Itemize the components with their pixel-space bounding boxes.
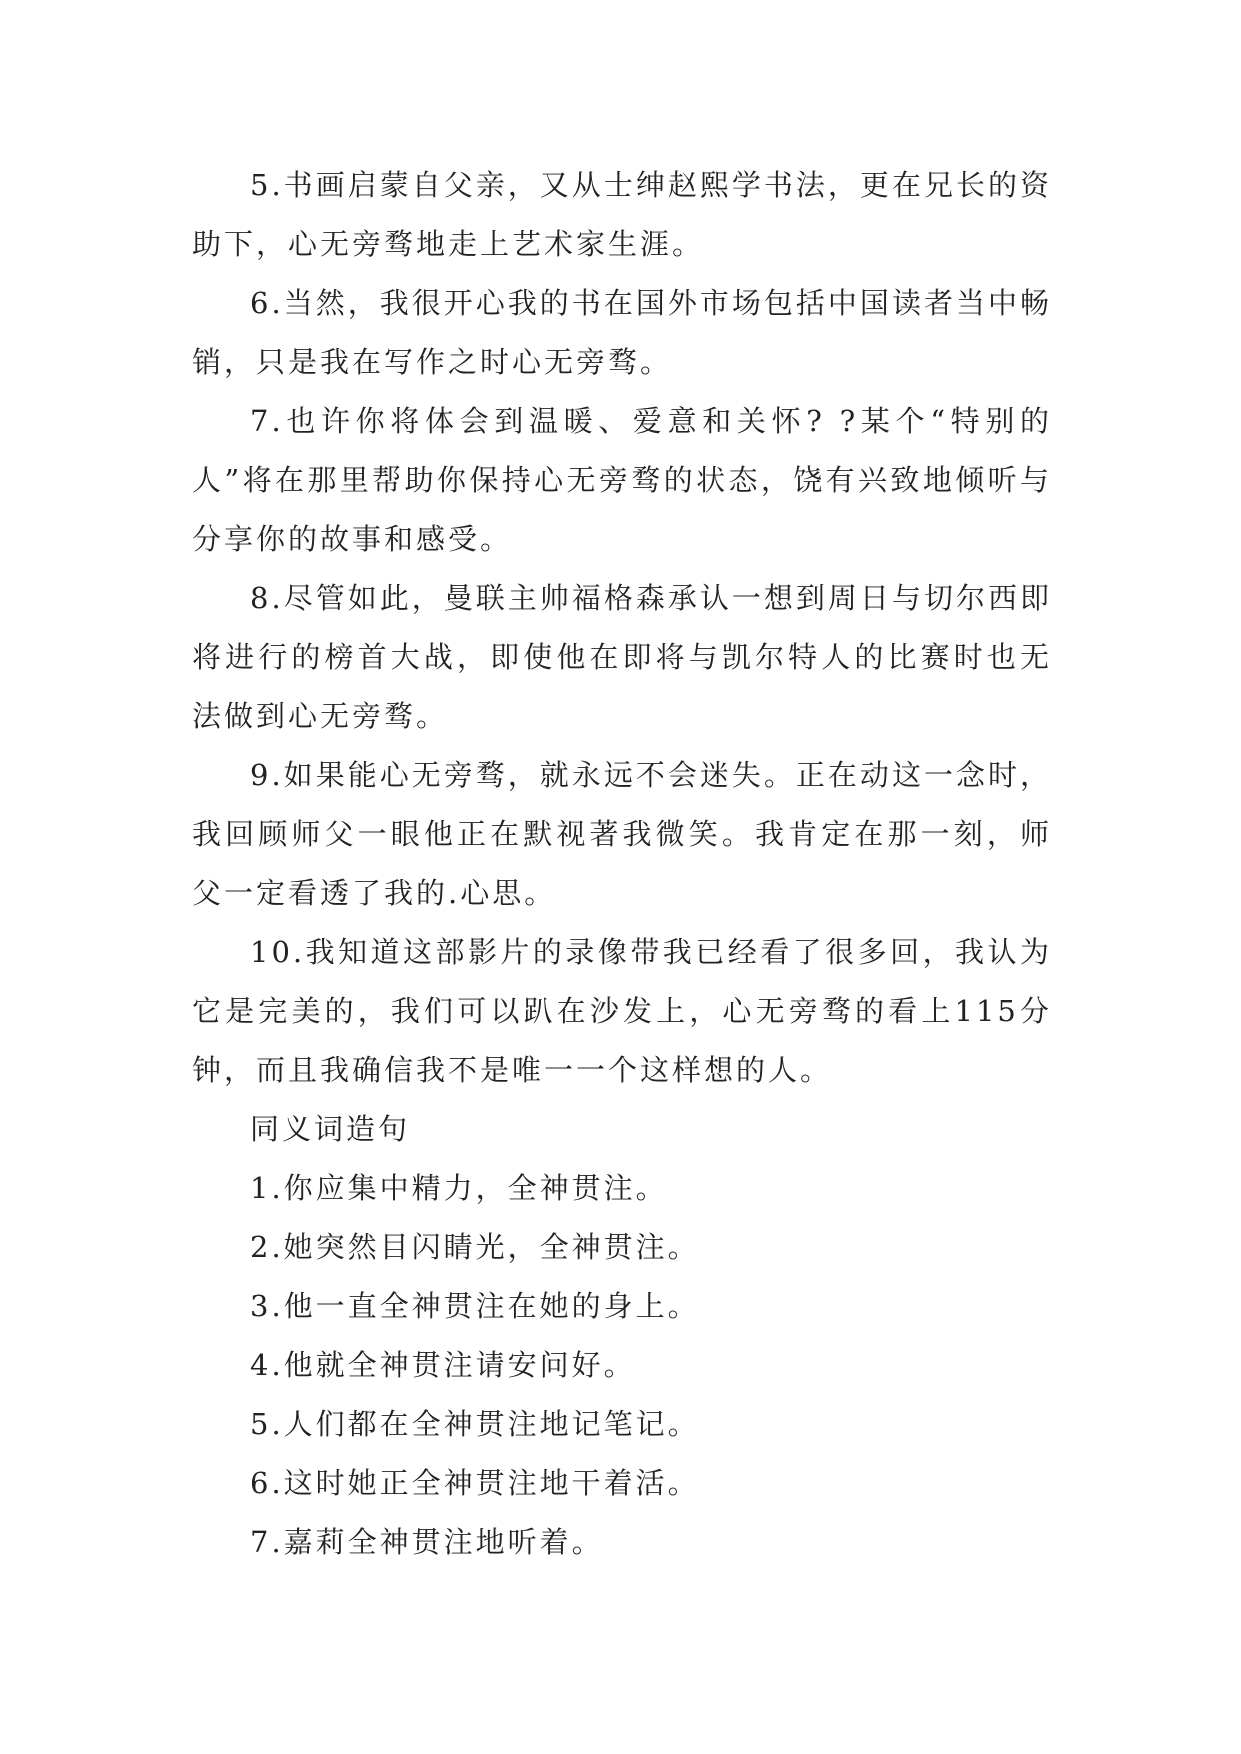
- synonym-sentence-4: 4.他就全神贯注请安问好。: [250, 1348, 636, 1382]
- example-sentence-6: 6.当然，我很开心我的书在国外市场包括中国读者当中畅销，只是我在写作之时心无旁骛。: [192, 286, 1052, 379]
- example-sentence-8: 8.尽管如此，曼联主帅福格森承认一想到周日与切尔西即将进行的榜首大战，即使他在即将与凯尔特人的比赛时也无法做到心无旁骛。: [192, 581, 1052, 733]
- synonym-sentence-7: 7.嘉莉全神贯注地听着。: [250, 1525, 604, 1559]
- example-sentence-5: 5.书画启蒙自父亲，又从士绅赵熙学书法，更在兄长的资助下，心无旁骛地走上艺术家生涯。: [192, 168, 1052, 261]
- synonym-sentence-6: 6.这时她正全神贯注地干着活。: [250, 1466, 700, 1500]
- synonym-sentence-2: 2.她突然目闪睛光，全神贯注。: [250, 1230, 700, 1264]
- document-page: [192, 156, 1052, 1572]
- example-sentence-7: 7.也许你将体会到温暖、爱意和关怀? ?某个“特别的人”将在那里帮助你保持心无旁骛的状态，饶有兴致地倾听与分享你的故事和感受。: [192, 404, 1052, 556]
- synonym-sentence-3: 3.他一直全神贯注在她的身上。: [250, 1289, 700, 1323]
- synonym-sentence-5: 5.人们都在全神贯注地记笔记。: [250, 1407, 700, 1441]
- synonym-section-heading: 同义词造句: [250, 1112, 411, 1146]
- example-sentence-10: 10.我知道这部影片的录像带我已经看了很多回，我认为它是完美的，我们可以趴在沙发上，心无旁骛的看上115分钟，而且我确信我不是唯一一个这样想的人。: [192, 935, 1052, 1087]
- example-sentence-9: 9.如果能心无旁骛，就永远不会迷失。正在动这一念时，我回顾师父一眼他正在默视著我微笑。我肯定在那一刻，师父一定看透了我的.心思。: [192, 758, 1052, 910]
- synonym-sentence-1: 1.你应集中精力，全神贯注。: [250, 1171, 668, 1205]
